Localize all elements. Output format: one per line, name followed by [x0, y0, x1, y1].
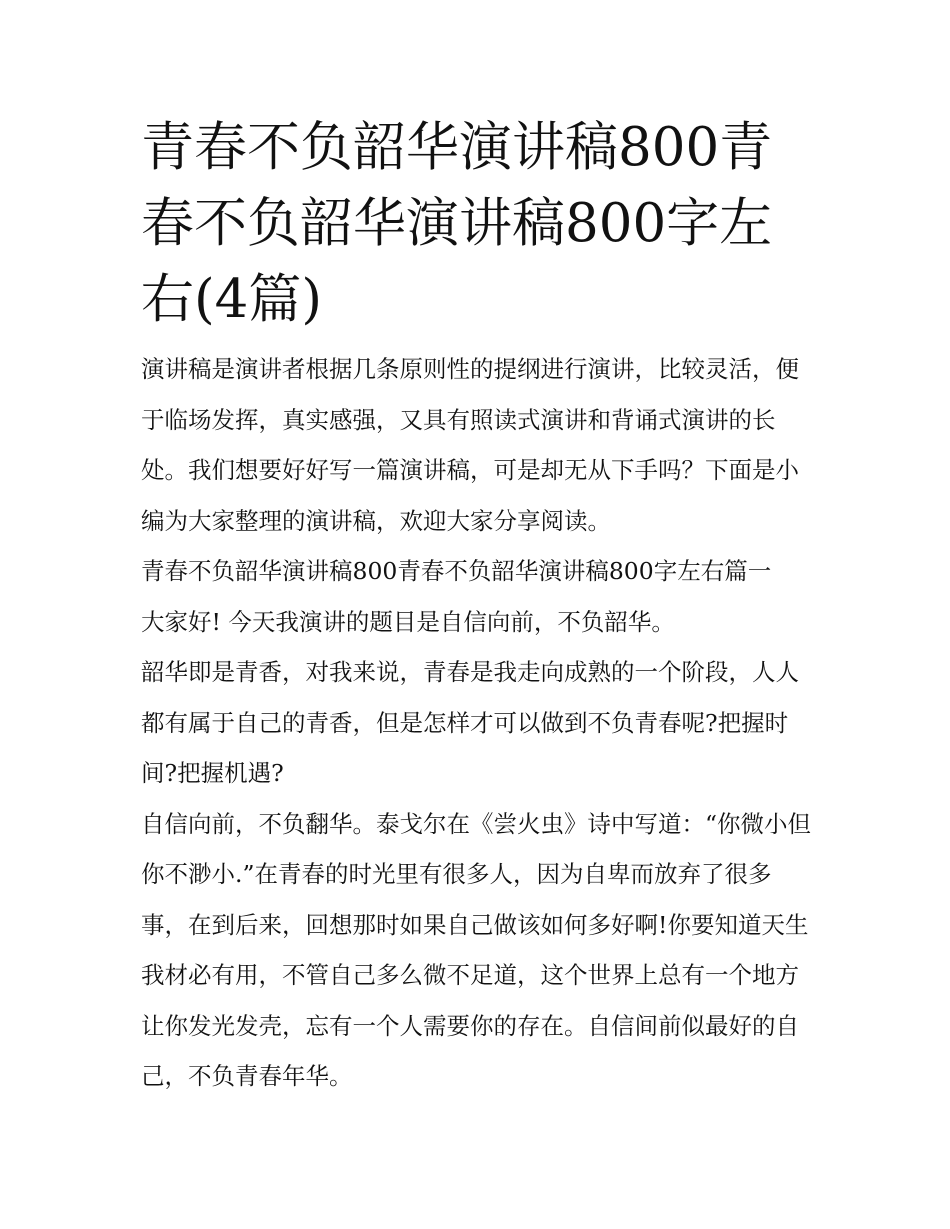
document-page — [141, 110, 813, 1102]
greeting-paragraph: 大家好! 今天我演讲的题目是自信向前，不负韶华。 — [141, 607, 675, 636]
body-paragraph: 自信向前，不负翻华。泰戈尔在《尝火虫》诗中写道：“你微小但你不渺小.”在青春的时光里有很多人，因为自卑而放弃了很多事，在到后来，回想那时如果自己做该如何多好啊!你要知道天生我材必有用，不管自己多么微不足道，这个世界上总有一个地方让你发光发壳，忘有一个人需要你的存在。自信间前似最好的自己，不负青春年华。 — [141, 809, 812, 1090]
body-paragraph: 韶华即是青香，对我来说，青春是我走向成熟的一个阶段，人人都有属于自己的青香，但是怎样才可以做到不负青春呢?把握时间?把握机遇? — [141, 658, 799, 787]
section-heading-paragraph: 青春不负韶华演讲稿800青春不负韶华演讲稿800字左右篇一 — [141, 557, 772, 585]
document-title: 青春不负韶华演讲稿800青春不负韶华演讲稿800字左右(4篇) — [141, 117, 773, 330]
intro-paragraph: 演讲稿是演讲者根据几条原则性的提纲进行演讲，比较灵活，便于临场发挥，真实感强，又具有照读式演讲和背诵式演讲的长处。我们想要好好写一篇演讲稿，可是却无从下手吗？下面是小编为大家整理的演讲稿，欢迎大家分享阅读。 — [141, 355, 799, 535]
